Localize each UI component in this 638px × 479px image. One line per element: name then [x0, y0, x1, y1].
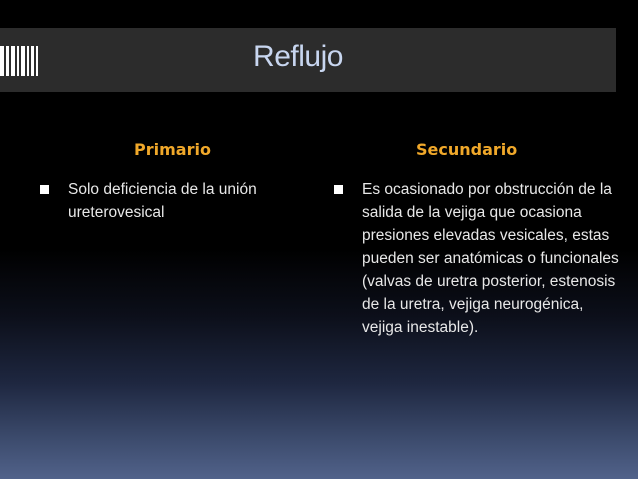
square-bullet-icon	[40, 185, 49, 194]
bullet-text: Solo deficiencia de la unión ureterovesical	[68, 181, 257, 221]
bullet-item	[330, 178, 620, 339]
column-heading-secundario: Secundario	[416, 140, 518, 159]
bullet-item	[36, 178, 298, 224]
bullet-text: Es ocasionado por obstrucción de la salida de la vejiga que ocasiona presiones elevadas vesicales, estas pueden ser anatómicas o funcionales (valvas de uretra posterior, estenosis de la uretra, vejiga neurogénica, vejiga inestable).	[362, 181, 619, 336]
square-bullet-icon	[334, 185, 343, 194]
primario-bullet-list	[36, 178, 298, 224]
column-heading-primario: Primario	[134, 140, 211, 159]
secundario-bullet-list	[330, 178, 620, 339]
slide-title: Reflujo	[253, 40, 343, 73]
